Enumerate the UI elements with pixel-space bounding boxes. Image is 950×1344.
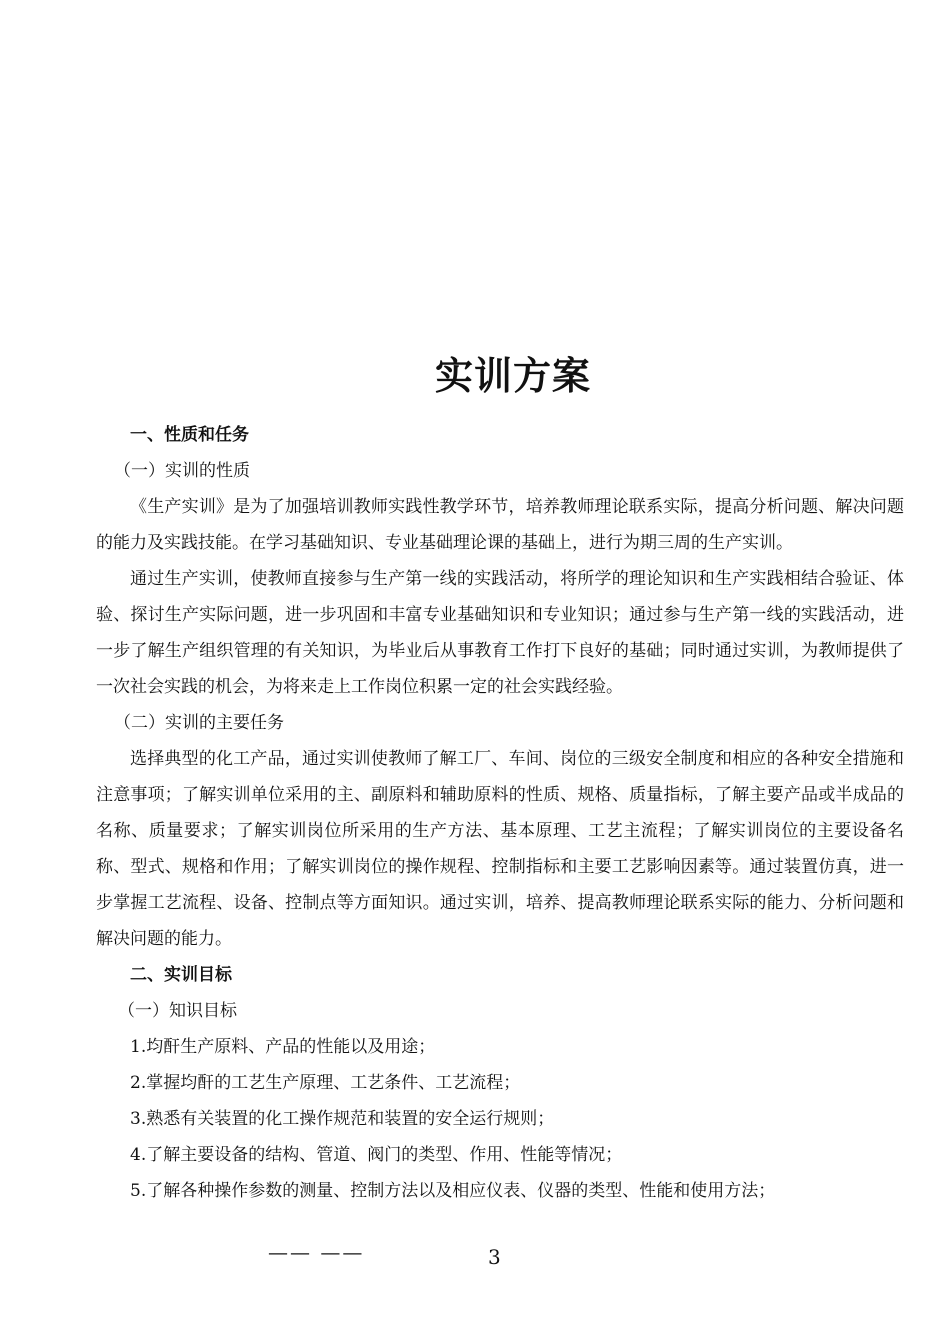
paragraph: 通过生产实训，使教师直接参与生产第一线的实践活动，将所学的理论知识和生产实践相结合验证、体验、探讨生产实际问题，进一步巩固和丰富专业基础知识和专业知识；通过参与生产第一线的实践活动，进一步了解生产组织管理的有关知识，为毕业后从事教育工作打下良好的基础；同时通过实训，为教师提供了一次社会实践的机会，为将来走上工作岗位积累一定的社会实践经验。 [96, 569, 904, 697]
section-1-2-heading: （二）实训的主要任务 [114, 713, 284, 733]
list-item: 5.了解各种操作参数的测量、控制方法以及相应仪表、仪器的类型、性能和使用方法； [130, 1181, 776, 1201]
list-item: 1.均酐生产原料、产品的性能以及用途； [130, 1037, 436, 1057]
section-2-heading: 二、实训目标 [130, 965, 232, 985]
list-item: 3.熟悉有关装置的化工操作规范和装置的安全运行规则； [130, 1109, 555, 1129]
list-item: 2.掌握均酐的工艺生产原理、工艺条件、工艺流程； [130, 1073, 521, 1093]
document-body [96, 417, 904, 1209]
section-2-1-heading: （一）知识目标 [118, 1001, 237, 1021]
section-1-1-heading: （一）实训的性质 [114, 461, 250, 481]
paragraph: 《生产实训》是为了加强培训教师实践性教学环节，培养教师理论联系实际，提高分析问题、解决问题的能力及实践技能。在学习基础知识、专业基础理论课的基础上，进行为期三周的生产实训。 [96, 497, 904, 553]
list-item: 4.了解主要设备的结构、管道、阀门的类型、作用、性能等情况； [130, 1145, 623, 1165]
document-title: 实训方案 [434, 354, 591, 398]
footer-dashes: —— —— [268, 1240, 365, 1264]
paragraph: 选择典型的化工产品，通过实训使教师了解工厂、车间、岗位的三级安全制度和相应的各种安全措施和注意事项；了解实训单位采用的主、副原料和辅助原料的性质、规格、质量指标，了解主要产品或半成品的名称、质量要求；了解实训岗位所采用的生产方法、基本原理、工艺主流程；了解实训岗位的主要设备名称、型式、规格和作用；了解实训岗位的操作规程、控制指标和主要工艺影响因素等。通过装置仿真，进一步掌握工艺流程、设备、控制点等方面知识。通过实训，培养、提高教师理论联系实际的能力、分析问题和解决问题的能力。 [96, 749, 904, 949]
page-number: 3 [488, 1245, 501, 1269]
section-1-heading: 一、性质和任务 [130, 425, 249, 445]
